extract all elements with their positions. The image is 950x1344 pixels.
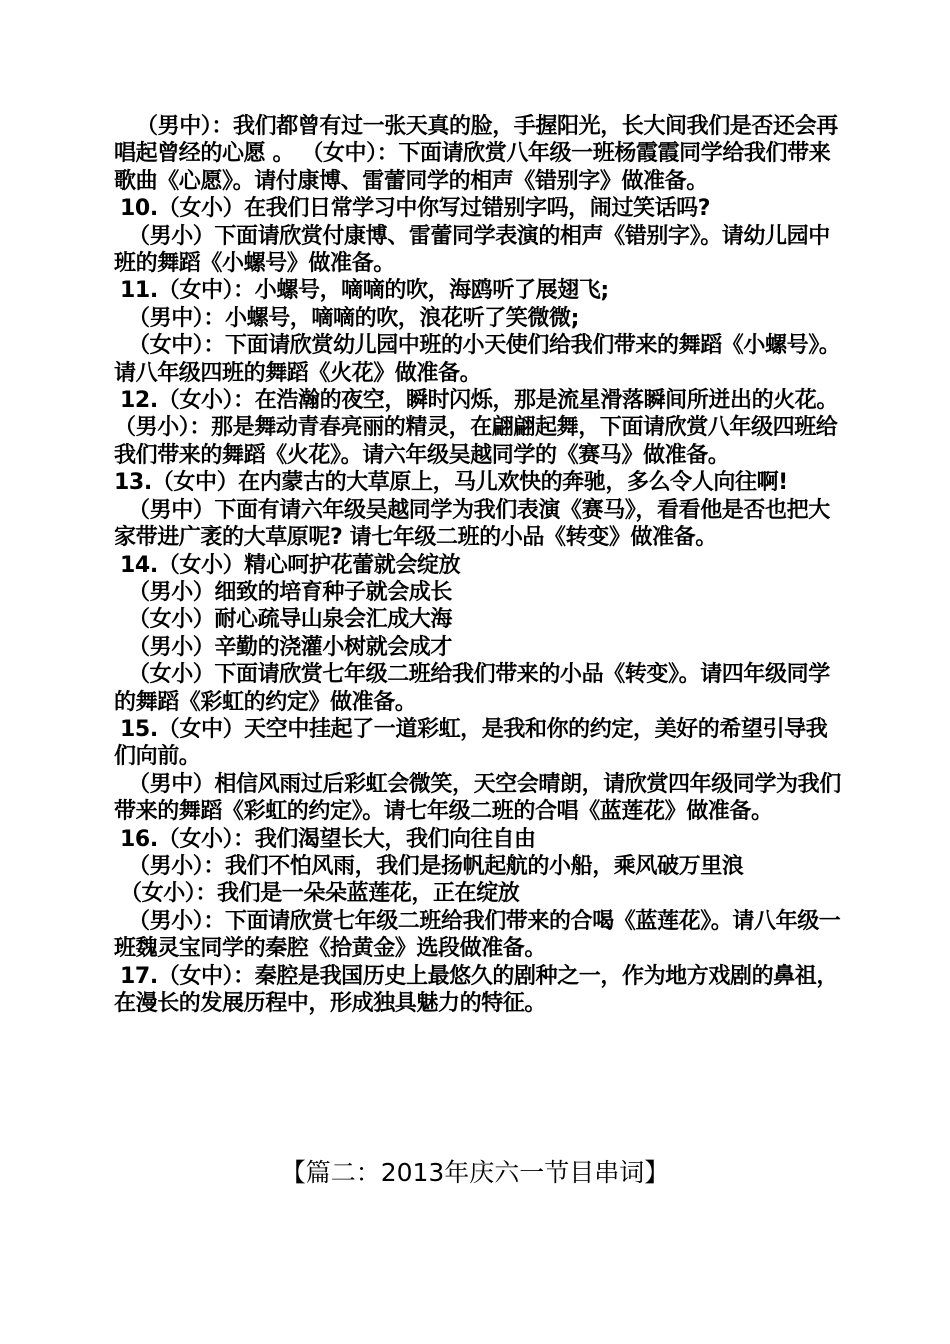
paragraph: （男小）细致的培育种子就会成长 (128, 579, 453, 605)
document-body (114, 113, 844, 1017)
paragraph: （女小）耐心疏导山泉会汇成大海 (128, 607, 453, 633)
paragraph: （男中）：小螺号，嘀嘀的吹，浪花听了笑微微; (128, 305, 579, 331)
paragraph: 15.（女中）天空中挂起了一道彩虹，是我和你的约定，美好的希望引导我们向前。 (114, 716, 828, 770)
paragraph: （男小）：下面请欣赏七年级二班给我们带来的合喝《蓝莲花》。请八年级一班魏灵宝同学的秦腔《拾黄金》选段做准备。 (114, 908, 841, 962)
paragraph: （男中）：我们都曾有过一张天真的脸，手握阳光，长大间我们是否还会再唱起曾经的心愿 。 （女中）：下面请欣赏八年级一班杨霞霞同学给我们带来歌曲《心愿》。请付康博、雷蕾同学的相声《错别字》做准备。 (114, 114, 838, 194)
paragraph: （男小）下面请欣赏付康博、雷蕾同学表演的相声《错别字》。请幼儿园中班的舞蹈《小螺号》做准备。 (114, 223, 830, 277)
paragraph: （女小）：我们是一朵朵蓝莲花，正在绽放 (120, 881, 520, 907)
section-heading: 【篇二：2013年庆六一节目串词】 (280, 1158, 670, 1187)
paragraph: 13.（女中）在内蒙古的大草原上，马儿欢快的奔驰，多么令人向往啊! (114, 470, 788, 496)
paragraph: （女小）下面请欣赏七年级二班给我们带来的小品《转变》。请四年级同学的舞蹈《彩虹的约定》做准备。 (114, 662, 830, 715)
paragraph: （男小）：我们不怕风雨，我们是扬帆起航的小船，乘风破万里浪 (128, 853, 744, 879)
paragraph: 12.（女小）：在浩瀚的夜空，瞬时闪烁，那是流星滑落瞬间所迸出的火花。 （男小）：那是舞动青春亮丽的精灵，在翩翩起舞，下面请欣赏八年级四班给我们带来的舞蹈《火花》。请六年级吴越同学的《赛马》做准备。 (114, 388, 838, 468)
paragraph: 14.（女小）精心呵护花蕾就会绽放 (120, 552, 461, 578)
paragraph: 16.（女小）：我们渴望长大，我们向往自由 (120, 826, 536, 852)
paragraph: 11.（女中）：小螺号，嘀嘀的吹，海鸥听了展翅飞; (120, 278, 609, 304)
paragraph: 17.（女中）：秦腔是我国历史上最悠久的剧种之一，作为地方戏剧的鼻祖，在漫长的发展历程中，形成独具魅力的特征。 (114, 963, 838, 1016)
paragraph: （女中）：下面请欣赏幼儿园中班的小天使们给我们带来的舞蹈《小螺号》。请八年级四班的舞蹈《火花》做准备。 (114, 333, 841, 386)
paragraph: 10.（女小）在我们日常学习中你写过错别字吗，闹过笑话吗? (120, 196, 711, 222)
paragraph: （男中）相信风雨过后彩虹会微笑，天空会晴朗，请欣赏四年级同学为我们带来的舞蹈《彩虹的约定》。请七年级二班的合唱《蓝莲花》做准备。 (114, 771, 841, 825)
paragraph: （男小）辛勤的浇灌小树就会成才 (128, 634, 453, 660)
paragraph: （男中）下面有请六年级吴越同学为我们表演《赛马》，看看他是否也把大家带进广袤的大草原呢? 请七年级二班的小品《转变》做准备。 (114, 497, 830, 551)
